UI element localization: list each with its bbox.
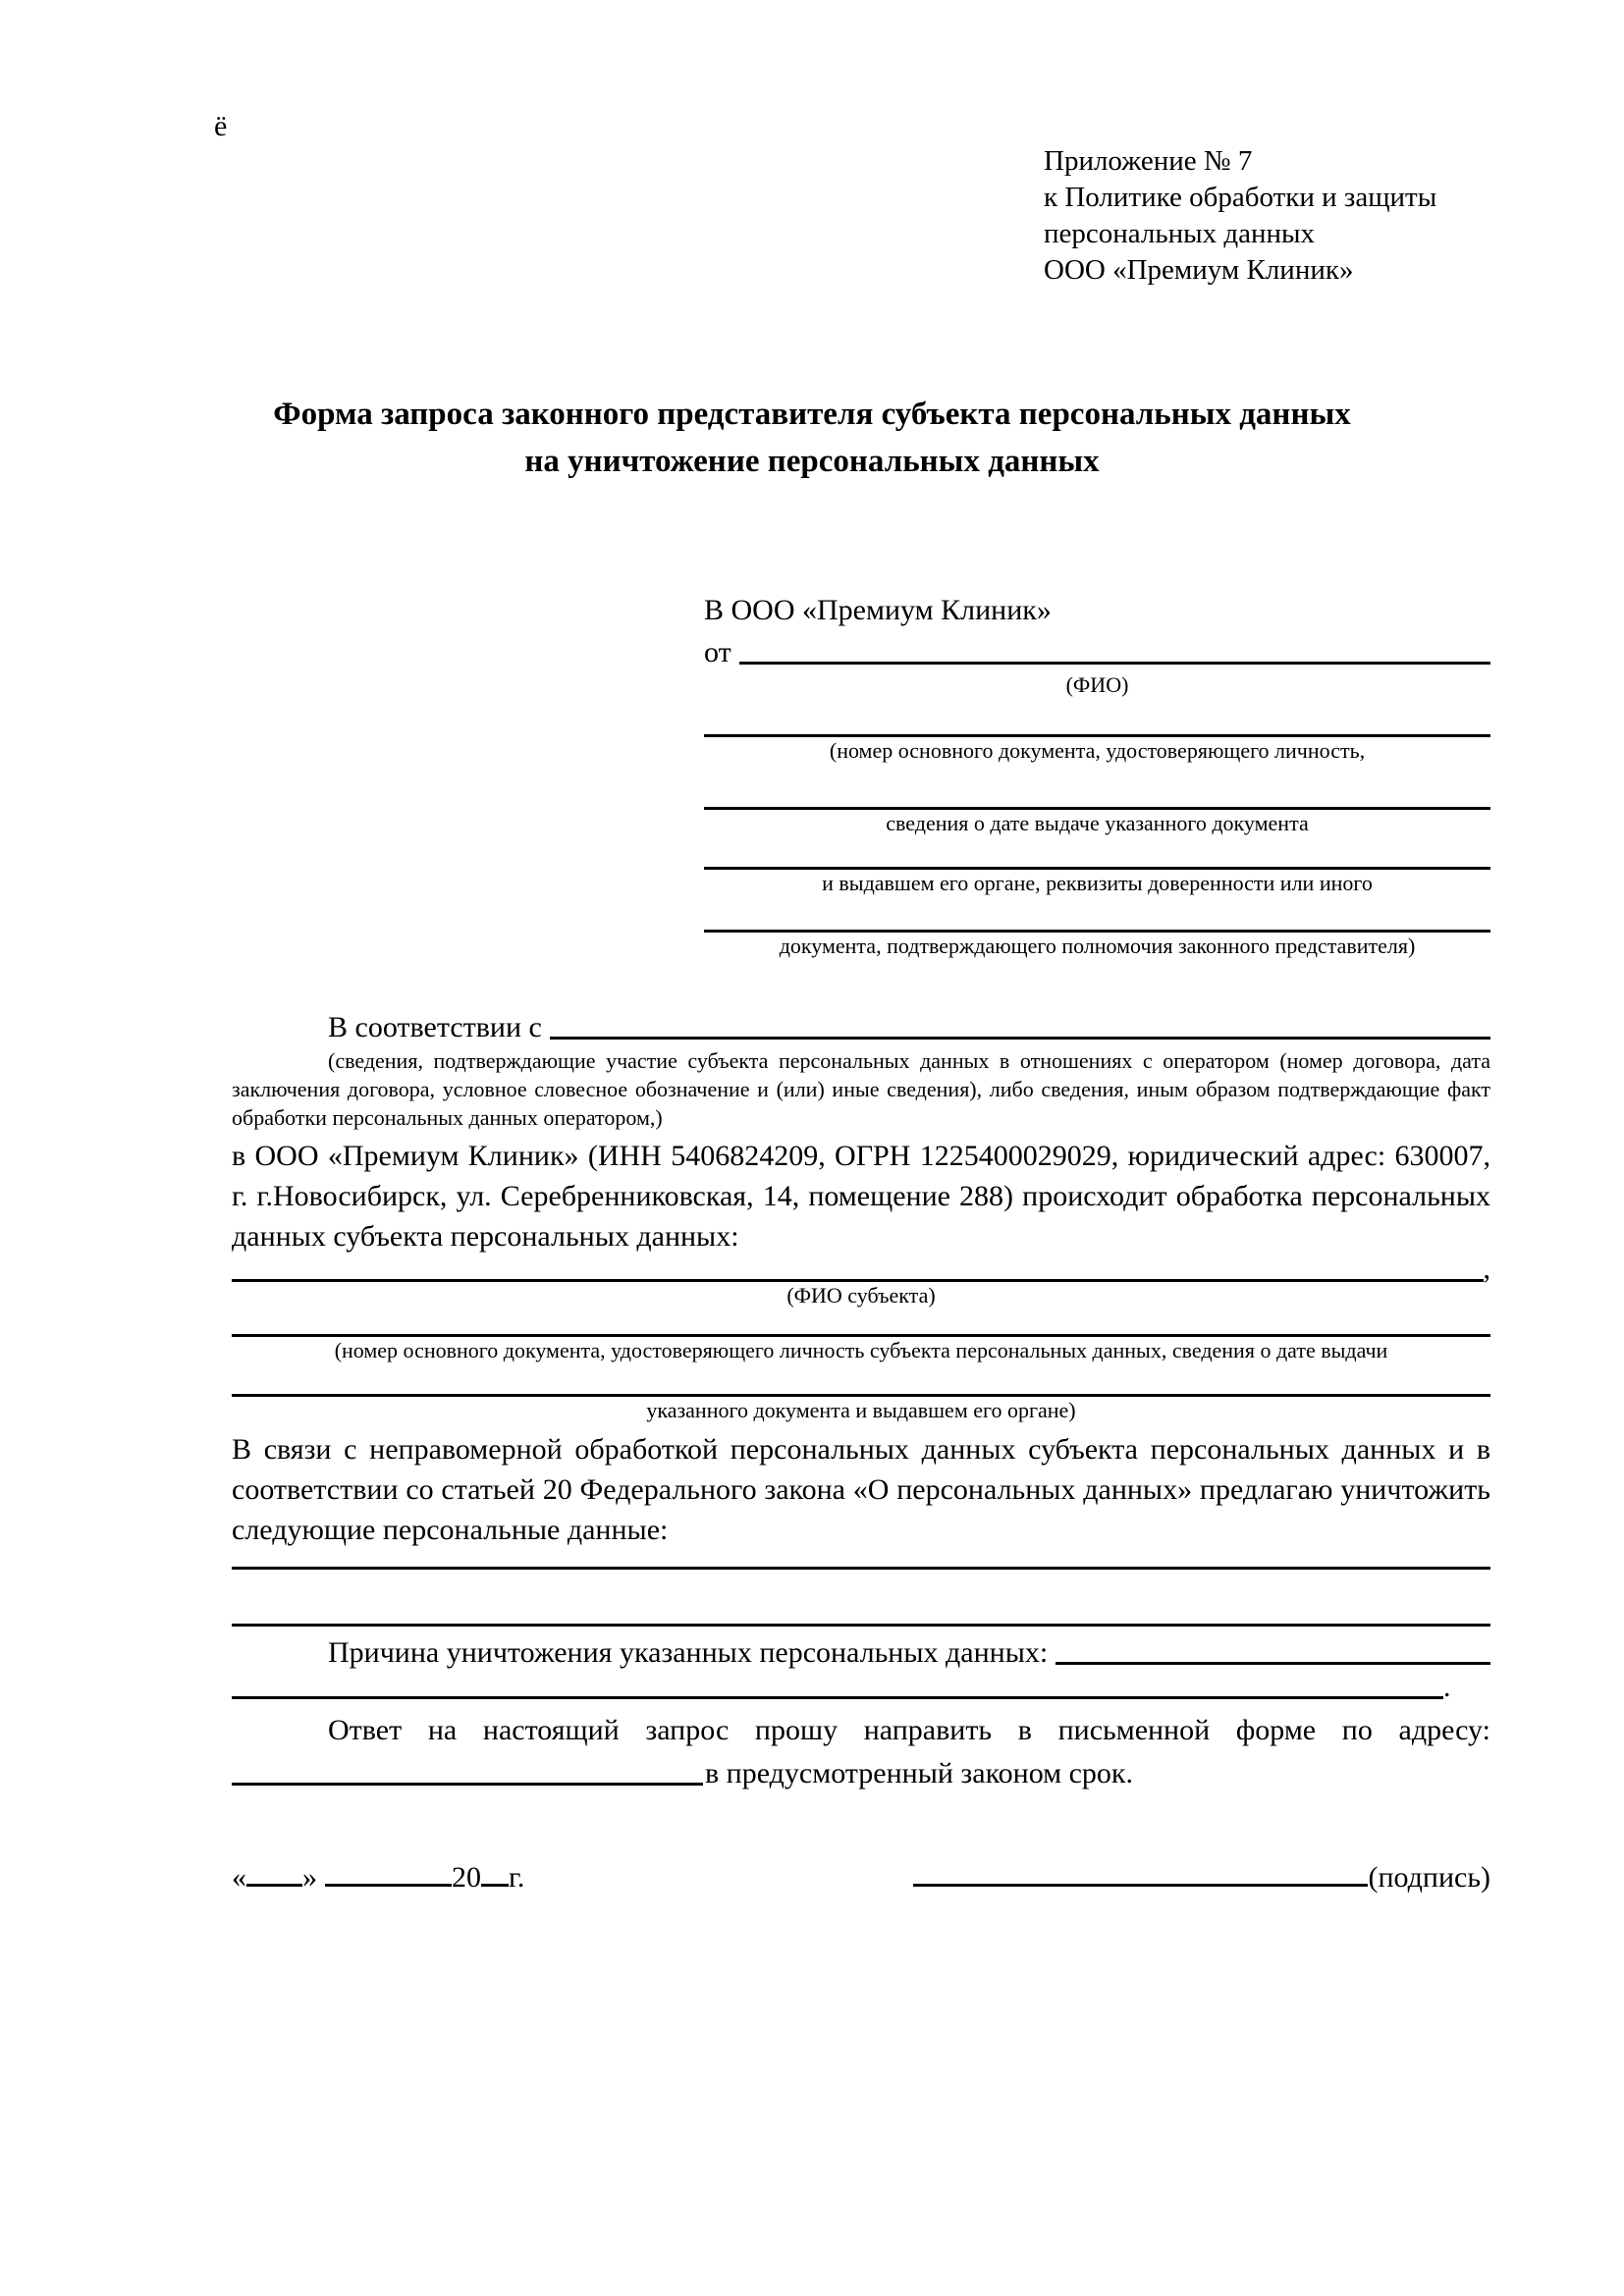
operator-paragraph: в ООО «Премиум Клиник» (ИНН 5406824209, ОГРН 1225400029029, юридический адрес: 630007, г. г.Новосибирск, ул. Серебренниковская, 14, помещение 288) происходит обработка персональных данных субъекта персональных данных: bbox=[232, 1140, 1490, 1253]
response-address-row bbox=[232, 1751, 1490, 1790]
day-blank-line bbox=[246, 1878, 302, 1887]
response-tail-text: в предусмотренный законом срок. bbox=[705, 1757, 1133, 1789]
accordance-blank-line bbox=[550, 1037, 1490, 1040]
appendix-header bbox=[1044, 143, 1436, 289]
quote-close: » bbox=[302, 1861, 317, 1894]
data-list-blank-line bbox=[232, 1550, 1490, 1570]
field-caption: документа, подтверждающего полномочия законного представителя) bbox=[779, 934, 1416, 958]
date-signature-row bbox=[232, 1853, 1490, 1895]
year-prefix: 20 bbox=[452, 1861, 481, 1894]
addressee-to: В ООО «Премиум Клиник» bbox=[704, 594, 1052, 626]
issue-date-blank-line bbox=[704, 764, 1490, 810]
month-blank-line bbox=[325, 1878, 452, 1887]
page-title bbox=[0, 391, 1624, 485]
appendix-line: персональных данных bbox=[1044, 218, 1316, 249]
reason-blank-line-2 bbox=[232, 1696, 1443, 1699]
from-blank-line bbox=[739, 662, 1490, 665]
issuing-authority-blank-line bbox=[704, 836, 1490, 870]
doc-number-blank-line bbox=[704, 698, 1490, 737]
addressee-block bbox=[704, 591, 1490, 959]
body-block bbox=[232, 999, 1490, 1790]
from-field-row bbox=[704, 630, 1490, 669]
trailing-comma: , bbox=[1483, 1253, 1490, 1285]
reason-continuation-row bbox=[232, 1670, 1490, 1702]
signature-blank-line bbox=[913, 1878, 1368, 1887]
subject-fio-caption: (ФИО субъекта) bbox=[786, 1283, 936, 1308]
subject-doc-caption-2: указанного документа и выдавшем его органе) bbox=[646, 1398, 1076, 1422]
subject-fio-field-row bbox=[232, 1253, 1490, 1285]
reason-blank-line bbox=[1056, 1662, 1490, 1665]
appendix-line: ООО «Премиум Клиник» bbox=[1044, 254, 1354, 286]
response-request-line: Ответ на настоящий запрос прошу направить в письменной форме по адресу: bbox=[328, 1714, 1490, 1746]
field-caption: (номер основного документа, удостоверяющего личность, bbox=[829, 738, 1366, 763]
authority-document-blank-line bbox=[704, 896, 1490, 933]
signature-field bbox=[913, 1861, 1490, 1895]
appendix-line: к Политике обработки и защиты bbox=[1044, 182, 1437, 213]
data-list-blank-line-2 bbox=[232, 1570, 1490, 1627]
date-field bbox=[232, 1861, 524, 1895]
year-blank-line bbox=[481, 1878, 509, 1887]
field-caption: сведения о дате выдаче указанного документа bbox=[886, 811, 1309, 835]
reason-field-row bbox=[232, 1627, 1490, 1670]
year-suffix: г. bbox=[509, 1861, 525, 1894]
subject-doc-blank-line bbox=[232, 1308, 1490, 1337]
appendix-line: Приложение № 7 bbox=[1044, 145, 1253, 177]
trailing-period: . bbox=[1443, 1671, 1451, 1703]
reason-label: Причина уничтожения указанных персональных данных: bbox=[328, 1636, 1049, 1669]
accordance-field-row bbox=[232, 999, 1490, 1044]
field-caption: и выдавшем его органе, реквизиты доверенности или иного bbox=[822, 871, 1373, 895]
signature-caption: (подпись) bbox=[1368, 1861, 1490, 1894]
quote-open: « bbox=[232, 1861, 246, 1894]
unlawful-processing-paragraph: В связи с неправомерной обработкой персональных данных субъекта персональных данных и в соответствии со статьей 20 Федерального закона «О персональных данных» предлагаю уничтожить следующие персональные данные: bbox=[232, 1433, 1490, 1546]
subject-doc-caption: (номер основного документа, удостоверяющего личность субъекта персональных данных, сведения о дате выдачи bbox=[334, 1338, 1388, 1362]
fio-caption: (ФИО) bbox=[1065, 672, 1129, 697]
stray-character: ё bbox=[214, 110, 228, 142]
from-label: от bbox=[704, 636, 731, 668]
accordance-caption: (сведения, подтверждающие участие субъекта персональных данных в отношениях с оператором (номер договора, дата заключения договора, условное словесное обозначение и (или) иные сведения), либо сведения, иным образом подтверждающие факт обработки персональных данных оператором,) bbox=[232, 1048, 1490, 1130]
subject-doc-blank-line-2 bbox=[232, 1363, 1490, 1397]
address-blank-line bbox=[232, 1783, 703, 1786]
page-title-line2: на уничтожение персональных данных bbox=[524, 444, 1100, 479]
page-title-line1: Форма запроса законного представителя субъекта персональных данных bbox=[273, 397, 1351, 432]
accordance-label: В соответствии с bbox=[328, 1011, 542, 1043]
